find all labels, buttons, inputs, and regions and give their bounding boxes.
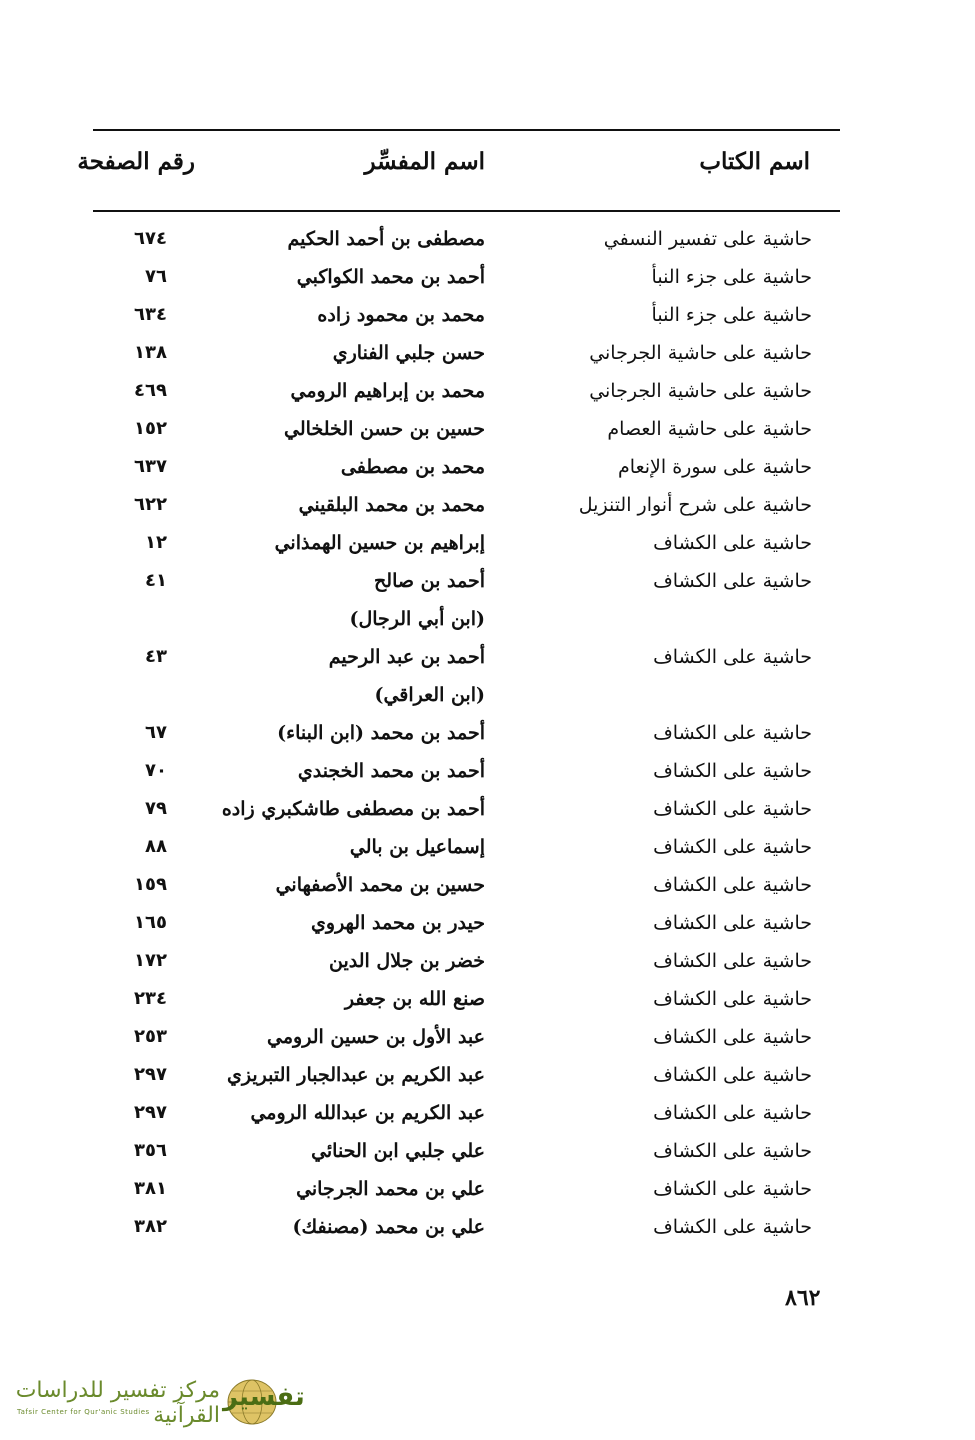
author-name-cell: محمد بن إبراهيم الرومي: [290, 380, 485, 402]
author-name-cell: عبد الكريم بن عبدالله الرومي: [250, 1102, 485, 1124]
table-row: [0, 868, 975, 906]
table-row: [0, 260, 975, 298]
table-row: [0, 982, 975, 1020]
table-row: [0, 374, 975, 412]
author-name-cell: خضر بن جلال الدين: [329, 950, 485, 972]
book-title-cell: حاشية على شرح أنوار التنزيل: [578, 494, 812, 516]
table-row: [0, 526, 975, 564]
page-number-cell: ٢٩٧: [134, 1064, 167, 1085]
author-name-cell: محمد بن مصطفى: [340, 456, 485, 478]
book-title-cell: حاشية على الكشاف: [653, 1102, 812, 1124]
author-name-cell: أحمد بن صالح: [374, 570, 485, 592]
page-number-cell: ٤١: [145, 570, 167, 591]
book-title-cell: حاشية على الكشاف: [653, 532, 812, 554]
book-title-cell: حاشية على سورة الإنعام: [618, 456, 812, 478]
author-name-cell: أحمد بن محمد (ابن البناء): [277, 722, 485, 744]
table-row: [0, 1172, 975, 1210]
page-number-cell: ١٥٢: [134, 418, 167, 439]
book-title-cell: حاشية على حاشية الجرجاني: [589, 380, 812, 402]
book-title-cell: حاشية على الكشاف: [653, 1064, 812, 1086]
header-bottom-rule: [93, 210, 840, 212]
author-name-cell: حيدر بن محمد الهروي: [311, 912, 485, 934]
book-title-cell: حاشية على الكشاف: [653, 836, 812, 858]
book-title-cell: حاشية على الكشاف: [653, 988, 812, 1010]
table-row: [0, 1134, 975, 1172]
page-number-cell: ٢٥٣: [134, 1026, 167, 1047]
page-number-cell: ٦٧: [145, 722, 167, 743]
page-number-cell: ٤٦٩: [134, 380, 167, 401]
page-number-cell: ٧٦: [145, 266, 167, 287]
logo-arabic-text: مركز تفسير للدراسات القرآنية: [15, 1378, 220, 1428]
page-number-cell: ٦٣٤: [134, 304, 167, 325]
page-number-cell: ٢٣٤: [134, 988, 167, 1009]
page-number-cell: ١٧٢: [134, 950, 167, 971]
header-top-rule: [93, 129, 840, 131]
table-row: [0, 792, 975, 830]
author-name-cell: أحمد بن محمد الكواكبي: [296, 266, 485, 288]
author-name-cell: صنع الله بن جعفر: [344, 988, 485, 1010]
book-title-cell: حاشية على الكشاف: [653, 950, 812, 972]
book-title-cell: حاشية على الكشاف: [653, 1026, 812, 1048]
table-row: [0, 944, 975, 982]
book-title-cell: حاشية على تفسير النسفي: [603, 228, 812, 250]
author-name-cell: إبراهيم بن حسين الهمذاني: [274, 532, 485, 554]
author-name-cell: عبد الكريم بن عبدالجبار التبريزي: [227, 1064, 485, 1086]
author-name-cell: (ابن العراقي): [374, 684, 485, 706]
page-number-cell: ٢٩٧: [134, 1102, 167, 1123]
table-row: [0, 830, 975, 868]
book-title-cell: حاشية على الكشاف: [653, 570, 812, 592]
table-row: [0, 450, 975, 488]
table-row: [0, 1096, 975, 1134]
author-name-cell: أحمد بن مصطفى طاشكبري زاده: [221, 798, 485, 820]
author-name-cell: علي بن محمد (مصنفك): [292, 1216, 485, 1238]
book-title-cell: حاشية على الكشاف: [653, 1140, 812, 1162]
page-number-cell: ٨٨: [145, 836, 167, 857]
page-number-cell: ٦٢٢: [134, 494, 167, 515]
author-name-cell: حسن جلبي الفناري: [332, 342, 485, 364]
book-title-cell: حاشية على الكشاف: [653, 912, 812, 934]
author-name-cell: أحمد بن عبد الرحيم: [328, 646, 485, 668]
table-row: [0, 640, 975, 678]
page-number-cell: ١٦٥: [134, 912, 167, 933]
author-name-cell: حسين بن محمد الأصفهاني: [275, 874, 485, 896]
book-title-cell: حاشية على الكشاف: [653, 646, 812, 668]
author-name-cell: محمد بن محمد البلقيني: [298, 494, 485, 516]
book-title-cell: حاشية على الكشاف: [653, 798, 812, 820]
table-row: [0, 488, 975, 526]
table-row: [0, 298, 975, 336]
author-name-cell: حسين بن حسن الخلخالي: [284, 418, 485, 440]
page-number-cell: ٧٠: [145, 760, 167, 781]
column-header-book: اسم الكتاب: [699, 148, 810, 175]
book-title-cell: حاشية على الكشاف: [653, 760, 812, 782]
table-row: [0, 336, 975, 374]
author-name-cell: علي جلبي ابن الحنائي: [311, 1140, 485, 1162]
table-row: [0, 602, 975, 640]
page-number-cell: ١٥٩: [134, 874, 167, 895]
page-number-cell: ١٢: [145, 532, 167, 553]
table-row: [0, 754, 975, 792]
page-number-cell: ٦٣٧: [134, 456, 167, 477]
table-row: [0, 906, 975, 944]
author-name-cell: إسماعيل بن بالي: [349, 836, 485, 858]
table-row: [0, 1058, 975, 1096]
page-number: ٨٦٢: [785, 1285, 821, 1311]
table-row: [0, 564, 975, 602]
book-title-cell: حاشية على جزء النبأ: [651, 266, 812, 288]
table-row: [0, 1210, 975, 1248]
book-title-cell: حاشية على الكشاف: [653, 1178, 812, 1200]
publisher-logo: [15, 1372, 305, 1428]
book-title-cell: حاشية على الكشاف: [653, 1216, 812, 1238]
index-table: [0, 222, 975, 1248]
table-row: [0, 716, 975, 754]
book-title-cell: حاشية على حاشية الجرجاني: [589, 342, 812, 364]
author-name-cell: محمد بن محمود زاده: [317, 304, 485, 326]
page-number-cell: ٣٨١: [134, 1178, 167, 1199]
page-number-cell: ١٣٨: [134, 342, 167, 363]
author-name-cell: علي بن محمد الجرجاني: [296, 1178, 485, 1200]
page-number-cell: ٣٥٦: [134, 1140, 167, 1161]
logo-word: تفسير: [223, 1382, 305, 1412]
book-title-cell: حاشية على الكشاف: [653, 722, 812, 744]
table-row: [0, 1020, 975, 1058]
table-row: [0, 222, 975, 260]
table-row: [0, 412, 975, 450]
column-header-author: اسم المفسِّر: [364, 148, 485, 175]
book-title-cell: حاشية على حاشية العصام: [607, 418, 812, 440]
table-row: [0, 678, 975, 716]
page-number-cell: ٣٨٢: [134, 1216, 167, 1237]
logo-english-text: Tafsir Center for Qur'anic Studies: [17, 1408, 150, 1416]
author-name-cell: مصطفى بن أحمد الحكيم: [287, 228, 485, 250]
author-name-cell: أحمد بن محمد الخجندي: [297, 760, 485, 782]
author-name-cell: عبد الأول بن حسين الرومي: [267, 1026, 485, 1048]
author-name-cell: (ابن أبي الرجال): [349, 608, 485, 630]
page-number-cell: ٤٣: [145, 646, 167, 667]
page-number-cell: ٦٧٤: [134, 228, 167, 249]
page-number-cell: ٧٩: [145, 798, 167, 819]
book-title-cell: حاشية على جزء النبأ: [651, 304, 812, 326]
book-title-cell: حاشية على الكشاف: [653, 874, 812, 896]
column-header-page: رقم الصفحة: [77, 148, 195, 175]
